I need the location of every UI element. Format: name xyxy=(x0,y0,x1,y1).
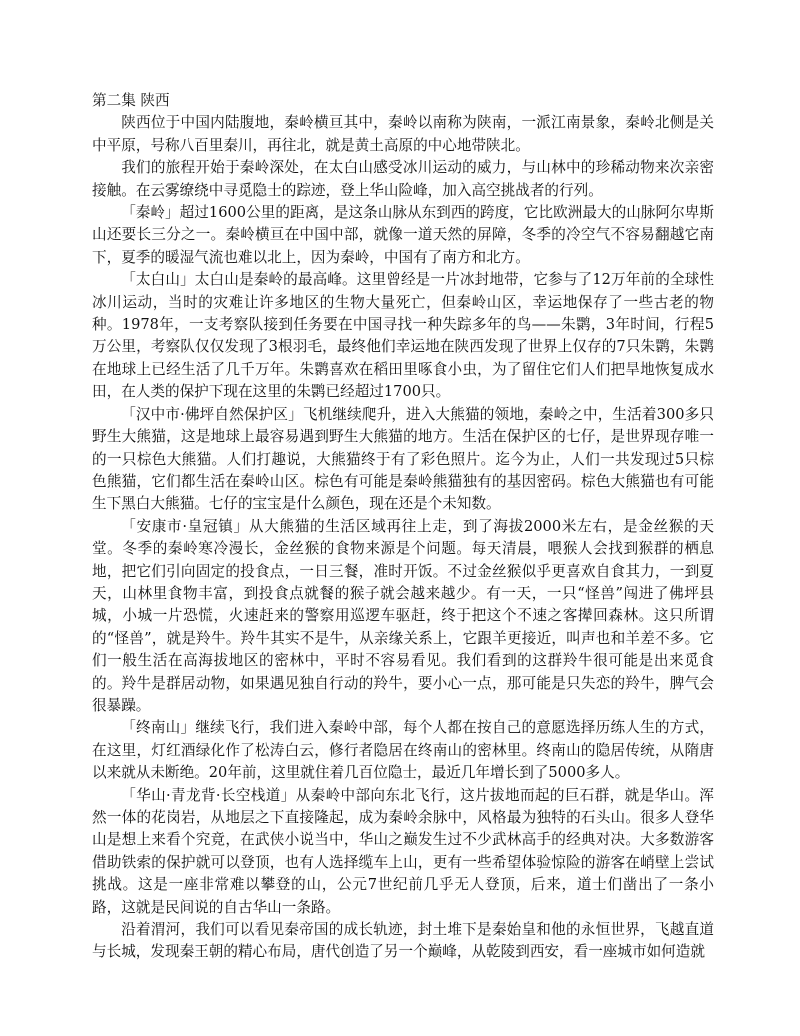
paragraph-huangguan: 「安康市·皇冠镇」从大熊猫的生活区域再往上走，到了海拔2000米左右，是金丝猴的天堂。冬季的秦岭寒冷漫长，金丝猴的食物来源是个问题。每天清晨，喂猴人会找到猴群的栖息地，把它们引向固定的投食点，一日三餐，准时开饭。不过金丝猴似乎更喜欢自食其力，一到夏天，山林里食物丰富，到投食点就餐的猴子就会越来越少。有一天，一只“怪兽”闯进了佛坪县城，小城一片恐慌，火速赶来的警察用巡逻车驱赶，终于把这个不速之客撵回森林。这只所谓的“怪兽”，就是羚牛。羚牛其实不是牛，从亲缘关系上，它跟羊更接近，叫声也和羊差不多。它们一般生活在高海拔地区的密林中，平时不容易看见。我们看到的这群羚牛很可能是出来觅食的。羚牛是群居动物，如果遇见独自行动的羚牛，要小心一点，那可能是只失恋的羚牛，脾气会很暴躁。 xyxy=(92,517,714,714)
document-page xyxy=(92,90,714,964)
paragraph-weihe: 沿着渭河，我们可以看见秦帝国的成长轨迹，封土堆下是秦始皇和他的永恒世界，飞越直道与长城，发现秦王朝的精心布局，唐代创造了另一个巅峰，从乾陵到西安，看一座城市如何造就 xyxy=(92,921,714,961)
paragraph-qinling: 「秦岭」超过1600公里的距离，是这条山脉从东到西的跨度，它比欧洲最大的山脉阿尔卑斯山还要长三分之一。秦岭横亘在中国中部，就像一道天然的屏障，冬季的冷空气不容易翻越它南下，夏季的暖湿气流也难以北上，因为秦岭，中国有了南方和北方。 xyxy=(92,204,714,266)
paragraph-foping: 「汉中市·佛坪自然保护区」飞机继续爬升，进入大熊猫的领地，秦岭之中，生活着300多只野生大熊猫，这是地球上最容易遇到野生大熊猫的地方。生活在保护区的七仔，是世界现存唯一的一只棕色大熊猫。人们打趣说，大熊猫终于有了彩色照片。迄今为止，人们一共发现过5只棕色熊猫，它们都生活在秦岭山区。棕色有可能是秦岭熊猫独有的基因密码。棕色大熊猫也有可能生下黑白大熊猫。七仔的宝宝是什么颜色，现在还是个未知数。 xyxy=(92,405,714,513)
paragraph-taibaishan: 「太白山」太白山是秦岭的最高峰。这里曾经是一片冰封地带，它参与了12万年前的全球性冰川运动，当时的灾难让许多地区的生物大量死亡，但秦岭山区，幸运地保存了一些古老的物种。1978年，一支考察队接到任务要在中国寻找一种失踪多年的鸟——朱鹮，3年时间，行程5万公里，考察队仅仅发现了3根羽毛，最终他们幸运地在陕西发现了世界上仅存的7只朱鹮，朱鹮在地球上已经生活了几千万年。朱鹮喜欢在稻田里啄食小虫，为了留住它们人们把旱地恢复成水田，在人类的保护下现在这里的朱鹮已经超过1700只。 xyxy=(92,271,714,401)
document-heading: 第二集 陕西 xyxy=(92,92,170,109)
paragraph-journey: 我们的旅程开始于秦岭深处，在太白山感受冰川运动的威力，与山林中的珍稀动物来次亲密接触。在云雾缭绕中寻觅隐士的踪迹，登上华山险峰，加入高空挑战者的行列。 xyxy=(92,159,714,199)
paragraph-intro: 陕西位于中国内陆腹地，秦岭横亘其中，秦岭以南称为陕南，一派江南景象，秦岭北侧是关中平原，号称八百里秦川，再往北，就是黄土高原的中心地带陕北。 xyxy=(92,114,714,154)
paragraph-zhongnanshan: 「终南山」继续飞行，我们进入秦岭中部，每个人都在按自己的意愿选择历练人生的方式，在这里，灯红酒绿化作了松涛白云，修行者隐居在终南山的密林里。终南山的隐居传统，从隋唐以来就从未断绝。20年前，这里就住着几百位隐士，最近几年增长到了5000多人。 xyxy=(92,719,714,782)
paragraph-huashan: 「华山·青龙背·长空栈道」从秦岭中部向东北飞行，这片拔地而起的巨石群，就是华山。浑然一体的花岗岩，从地层之下直接隆起，成为秦岭余脉中，风格最为独特的石头山。很多人登华山是想上来看个究竟，在武侠小说当中，华山之巅发生过不少武林高手的经典对决。大多数游客借助铁索的保护就可以登顶，也有人选择缆车上山，更有一些希望体验惊险的游客在峭壁上尝试挑战。这是一座非常难以攀登的山，公元7世纪前几乎无人登顶，后来，道士们凿出了一条小路，这就是民间说的自古华山一条路。 xyxy=(92,786,714,916)
